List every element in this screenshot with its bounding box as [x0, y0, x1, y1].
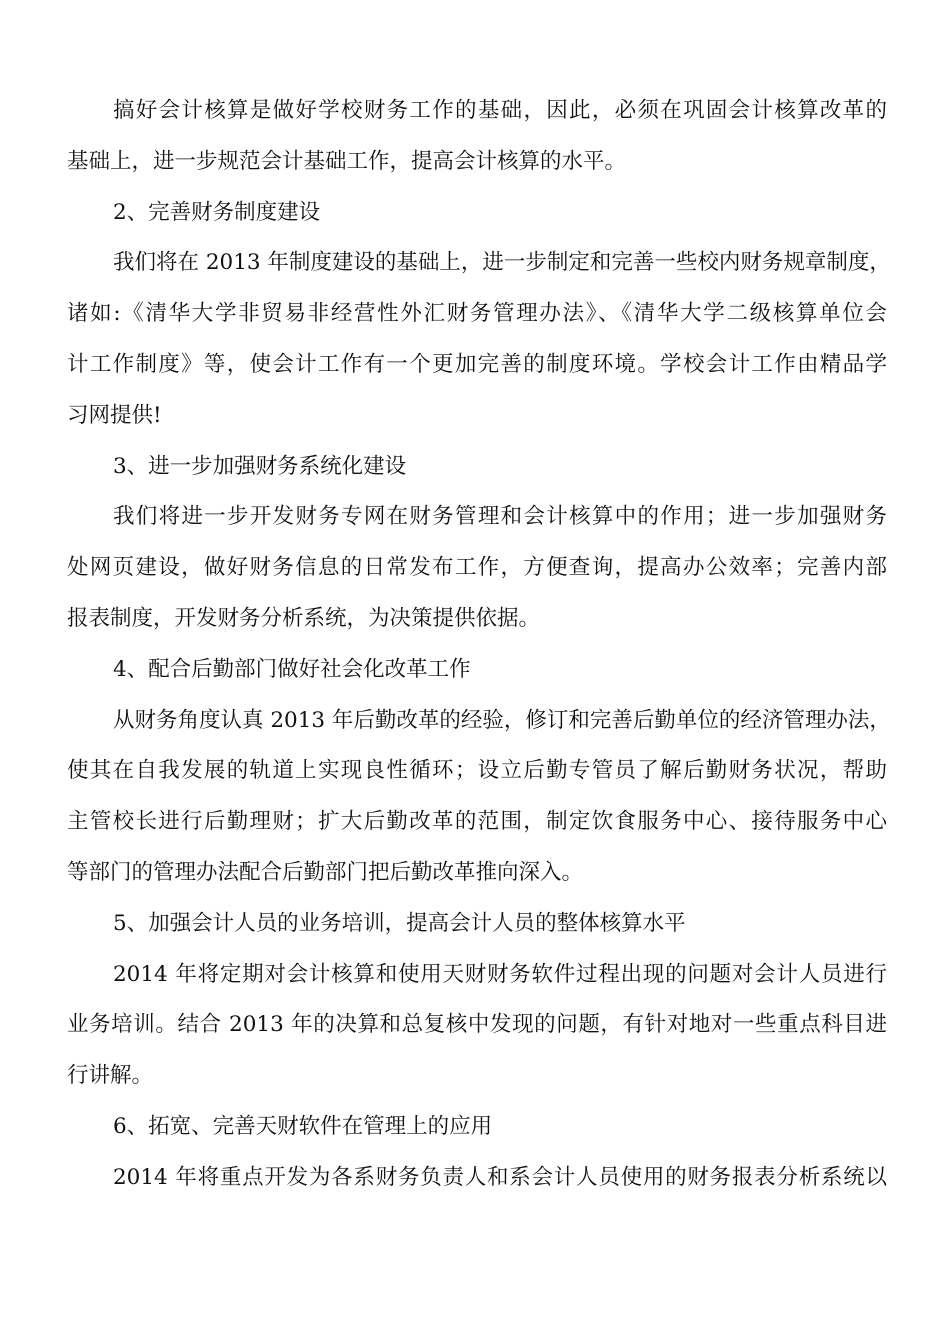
section-heading: 2、完善财务制度建设 — [113, 199, 321, 225]
paragraph-line: 基础上，进一步规范会计基础工作，提高会计核算的水平。 — [67, 148, 627, 174]
paragraph-line: 搞好会计核算是做好学校财务工作的基础，因此，必须在巩固会计核算改革的 — [113, 98, 887, 123]
paragraph-line: 从财务角度认真 2013 年后勤改革的经验，修订和完善后勤单位的经济管理办法， — [113, 707, 891, 733]
section-heading: 6、拓宽、完善天财软件在管理上的应用 — [113, 1113, 493, 1139]
paragraph-line: 我们将在 2013 年制度建设的基础上，进一步制定和完善一些校内财务规章制度， — [113, 250, 891, 276]
paragraph-line: 业务培训。结合 2013 年的决算和总复核中发现的问题，有针对地对一些重点科目进 — [67, 1012, 887, 1038]
paragraph-line: 等部门的管理办法配合后勤部门把后勤改革推向深入。 — [67, 859, 584, 885]
paragraph-line: 2014 年将定期对会计核算和使用天财财务软件过程出现的问题对会计人员进行 — [113, 961, 887, 987]
paragraph-line: 计工作制度》等，使会计工作有一个更加完善的制度环境。学校会计工作由精品学 — [67, 351, 887, 377]
paragraph-line: 报表制度，开发财务分析系统，为决策提供依据。 — [67, 605, 541, 631]
section-heading: 4、配合后勤部门做好社会化改革工作 — [113, 656, 471, 682]
paragraph-line: 习网提供! — [67, 402, 162, 428]
paragraph-line: 2014 年将重点开发为各系财务负责人和系会计人员使用的财务报表分析系统以 — [113, 1164, 887, 1190]
paragraph-line: 处网页建设，做好财务信息的日常发布工作，方便查询，提高办公效率；完善内部 — [67, 555, 887, 581]
paragraph-line: 主管校长进行后勤理财；扩大后勤改革的范围，制定饮食服务中心、接待服务中心 — [67, 809, 887, 835]
section-heading: 5、加强会计人员的业务培训，提高会计人员的整体核算水平 — [113, 910, 686, 936]
section-heading: 3、进一步加强财务系统化建设 — [113, 453, 407, 479]
paragraph-line: 使其在自我发展的轨道上实现良性循环；设立后勤专管员了解后勤财务状况，帮助 — [67, 758, 887, 784]
document-body — [67, 86, 891, 1204]
paragraph-line: 我们将进一步开发财务专网在财务管理和会计核算中的作用；进一步加强财务 — [113, 504, 887, 530]
paragraph-line: 诸如:《清华大学非贸易非经营性外汇财务管理办法》、《清华大学二级核算单位会 — [67, 301, 887, 327]
paragraph-line: 行讲解。 — [67, 1063, 154, 1089]
